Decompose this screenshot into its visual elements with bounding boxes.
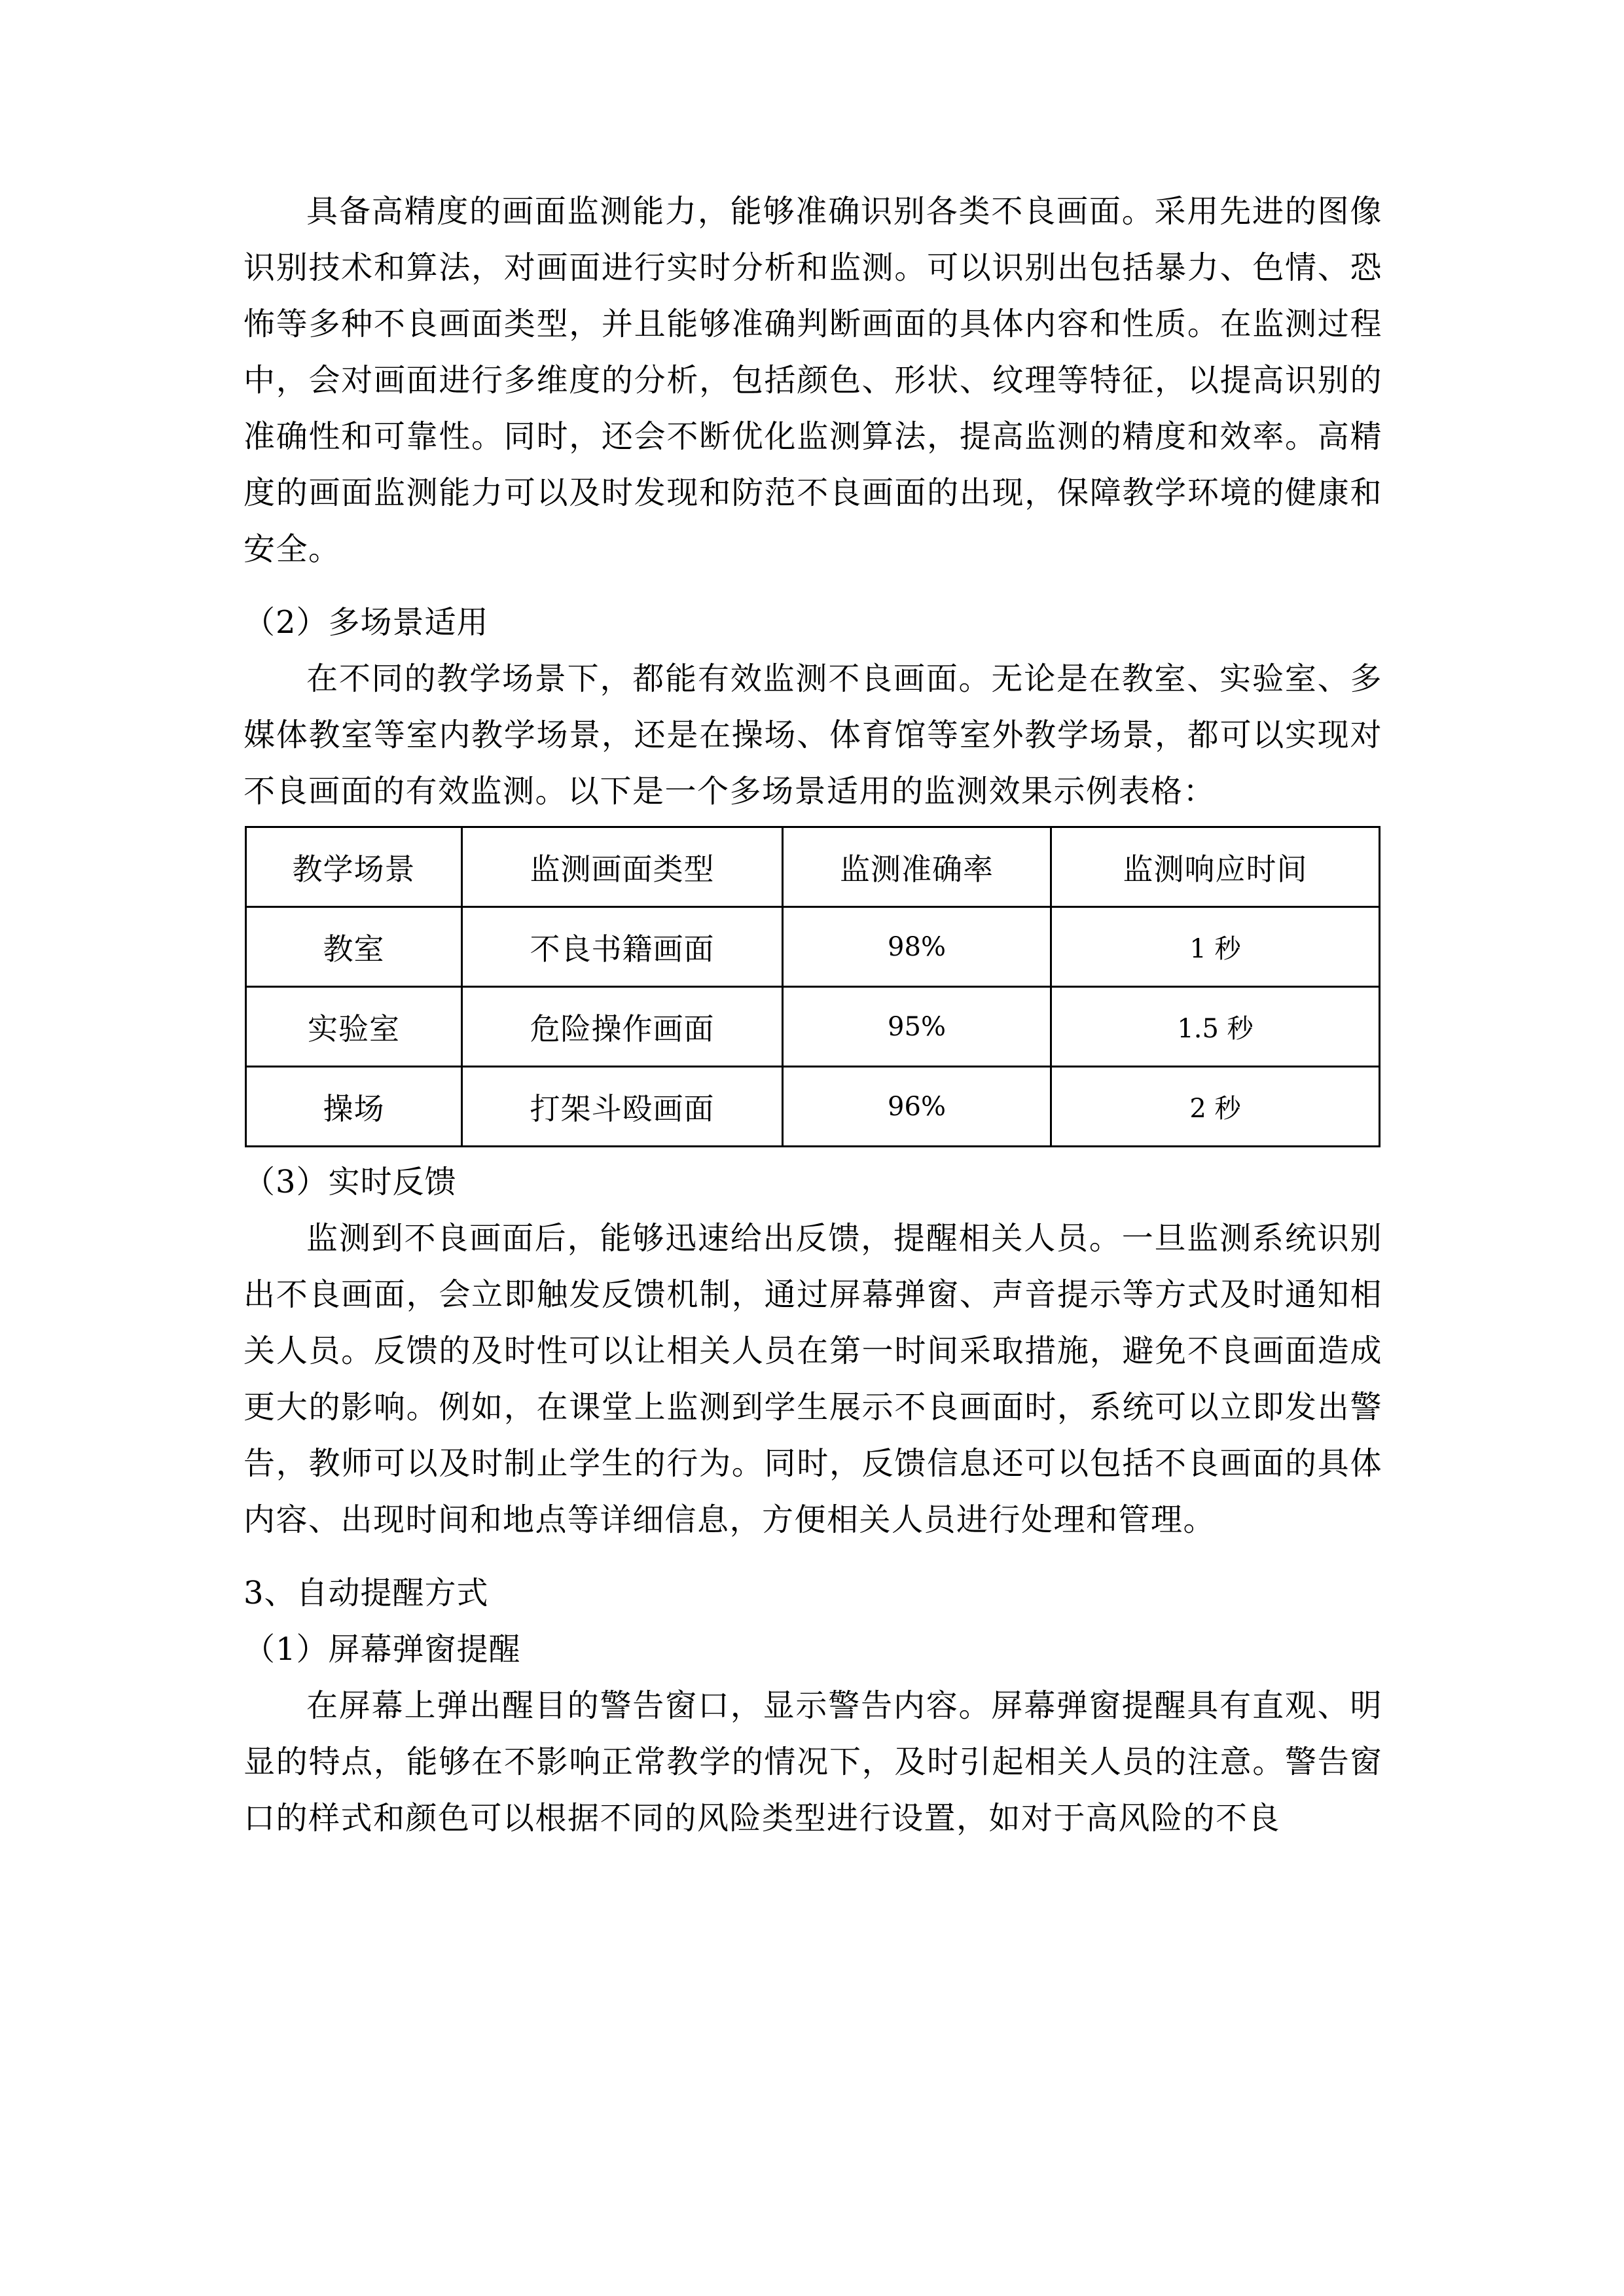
table-header-cell: 监测准确率 xyxy=(783,827,1051,907)
multi-scene-paragraph: 在不同的教学场景下，都能有效监测不良画面。无论是在教室、实验室、多媒体教室等室内教学场景，还是在操场、体育馆等室外教学场景，都可以实现对不良画面的有效监测。以下是一个多场景适用的监测效果示例表格： xyxy=(244,660,1382,810)
table-row xyxy=(246,907,1380,987)
table-cell-type: 打架斗殴画面 xyxy=(462,1067,783,1147)
monitoring-effect-table xyxy=(245,826,1380,1147)
table-cell-type: 不良书籍画面 xyxy=(462,907,783,987)
table-cell-accuracy: 96% xyxy=(783,1067,1051,1147)
table-header-cell: 教学场景 xyxy=(246,827,462,907)
table-cell-accuracy: 98% xyxy=(783,907,1051,987)
table-cell-response-time: 2 秒 xyxy=(1051,1067,1380,1147)
document-body xyxy=(244,183,1382,1846)
intro-paragraph: 具备高精度的画面监测能力，能够准确识别各类不良画面。采用先进的图像识别技术和算法，对画面进行实时分析和监测。可以识别出包括暴力、色情、恐怖等多种不良画面类型，并且能够准确判断画面的具体内容和性质。在监测过程中，会对画面进行多维度的分析，包括颜色、形状、纹理等特征，以提高识别的准确性和可靠性。同时，还会不断优化监测算法，提高监测的精度和效率。高精度的画面监测能力可以及时发现和防范不良画面的出现，保障教学环境的健康和安全。 xyxy=(244,193,1382,567)
table-cell-scene: 教室 xyxy=(246,907,462,987)
realtime-paragraph: 监测到不良画面后，能够迅速给出反馈，提醒相关人员。一旦监测系统识别出不良画面，会立即触发反馈机制，通过屏幕弹窗、声音提示等方式及时通知相关人员。反馈的及时性可以让相关人员在第一时间采取措施，避免不良画面造成更大的影响。例如，在课堂上监测到学生展示不良画面时，系统可以立即发出警告，教师可以及时制止学生的行为。同时，反馈信息还可以包括不良画面的具体内容、出现时间和地点等详细信息，方便相关人员进行处理和管理。 xyxy=(244,1220,1382,1538)
table-cell-scene: 实验室 xyxy=(246,987,462,1067)
auto-remind-heading: 3、自动提醒方式 xyxy=(244,1575,489,1611)
table-row xyxy=(246,987,1380,1067)
table-row xyxy=(246,1067,1380,1147)
multi-scene-heading: （2）多场景适用 xyxy=(244,604,489,641)
popup-remind-subheading: （1）屏幕弹窗提醒 xyxy=(244,1631,521,1668)
table-cell-type: 危险操作画面 xyxy=(462,987,783,1067)
table-cell-response-time: 1.5 秒 xyxy=(1051,987,1380,1067)
table-header-cell: 监测画面类型 xyxy=(462,827,783,907)
table-cell-response-time: 1 秒 xyxy=(1051,907,1380,987)
table-header-row xyxy=(246,827,1380,907)
table-header-cell: 监测响应时间 xyxy=(1051,827,1380,907)
table-cell-accuracy: 95% xyxy=(783,987,1051,1067)
realtime-heading: （3）实时反馈 xyxy=(244,1164,457,1200)
popup-remind-paragraph: 在屏幕上弹出醒目的警告窗口，显示警告内容。屏幕弹窗提醒具有直观、明显的特点，能够在不影响正常教学的情况下，及时引起相关人员的注意。警告窗口的样式和颜色可以根据不同的风险类型进行设置，如对于高风险的不良 xyxy=(244,1687,1382,1837)
table-cell-scene: 操场 xyxy=(246,1067,462,1147)
